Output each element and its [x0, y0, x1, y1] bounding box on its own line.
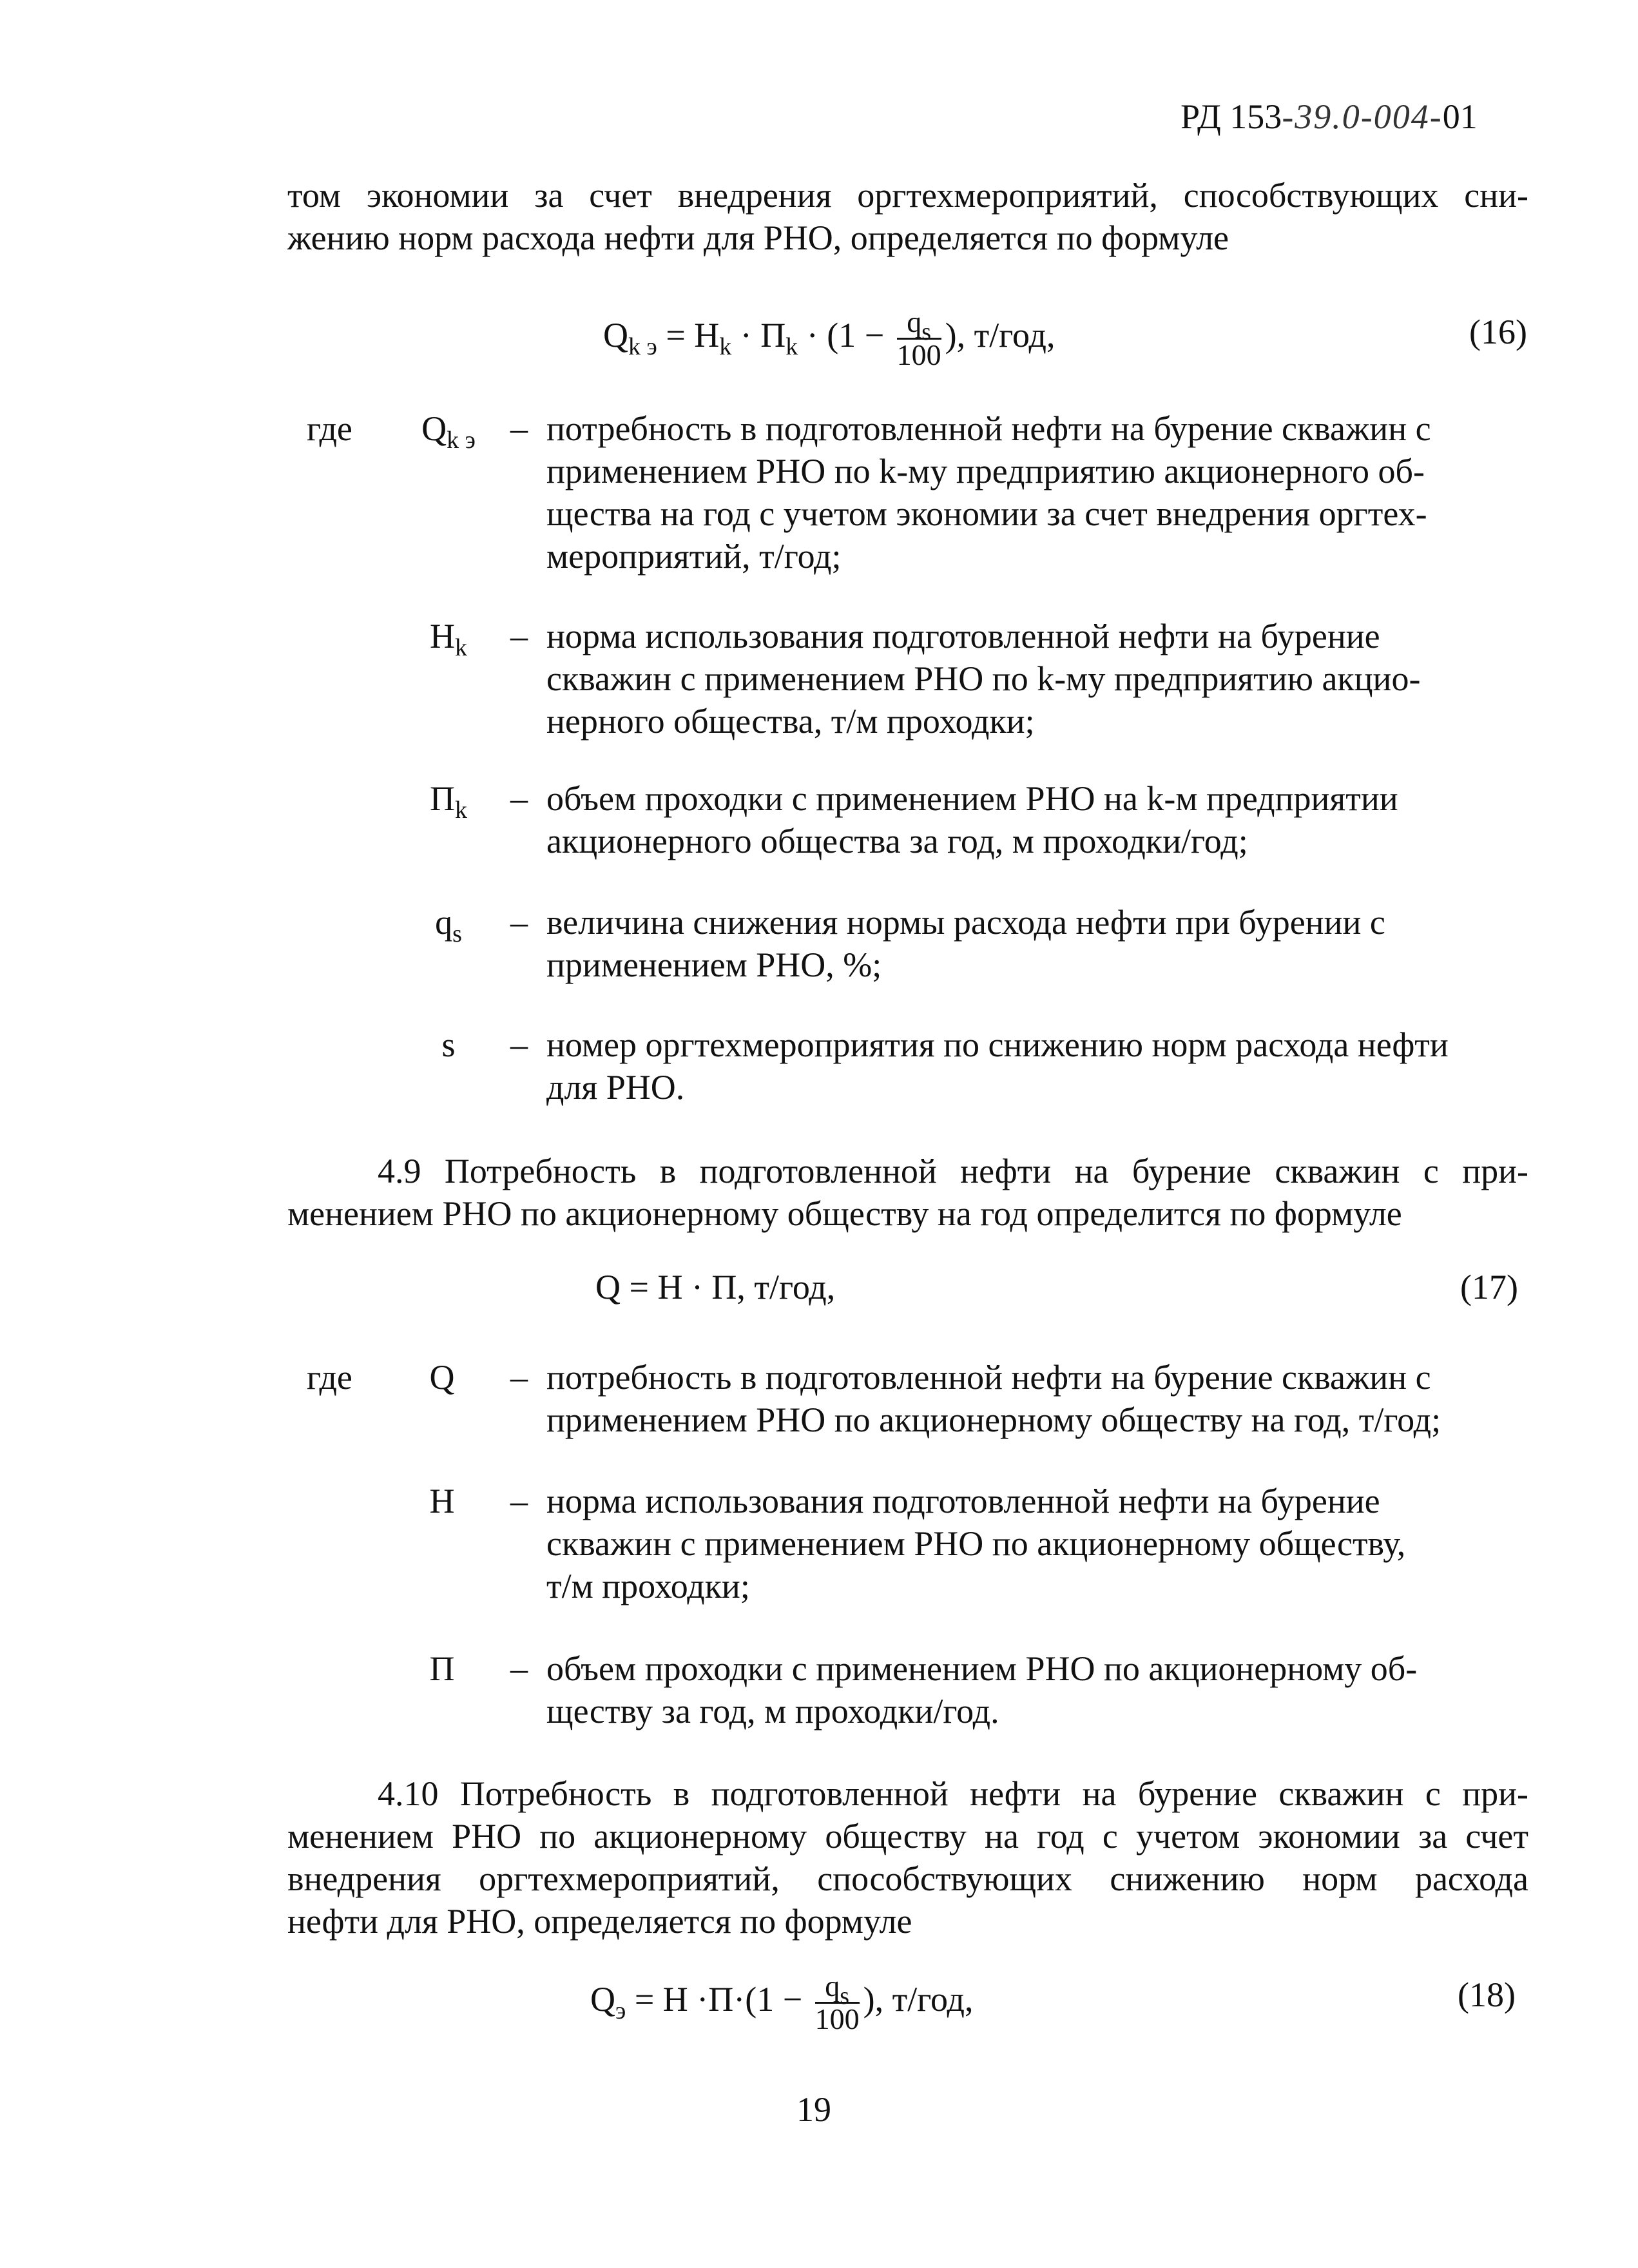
fraction: $\frac{q_s}{100}$: [896, 305, 941, 371]
dash: –: [510, 1482, 528, 1520]
symbol-Qk: $Q_{k э}$: [421, 409, 476, 454]
symbol-qs: $q_s$: [435, 903, 462, 947]
symbol-P: П: [429, 1649, 455, 1688]
equation-number-16: (16): [1469, 313, 1527, 351]
definition-Pk: объем проходки с применением РНО на k-м предприятии акционерного общества за год, м проходки/год;: [546, 779, 1398, 860]
symbol-Q: Q: [429, 1358, 455, 1397]
symbol-s: s: [441, 1025, 456, 1064]
header-code-handwritten: -39.0-004-: [1282, 97, 1443, 136]
dash: –: [510, 617, 528, 655]
page-number: 19: [796, 2090, 831, 2129]
header-suffix: 01: [1442, 97, 1478, 136]
dash: –: [510, 1025, 528, 1064]
paragraph-4-9: 4.9 Потребность в подготовленной нефти на бурение скважин с при- менением РНО по акционерному обществу на год определится по формуле: [287, 1152, 1528, 1233]
formula-17: Q = H · П, т/год,: [595, 1268, 836, 1306]
dash: –: [510, 779, 528, 818]
symbol-Hk: $H_k$: [430, 617, 467, 661]
header-prefix: РД 153: [1180, 97, 1282, 136]
definition-H: норма использования подготовленной нефти на бурение скважин с применением РНО по акционерному обществу, т/м проходки;: [546, 1482, 1406, 1605]
dash: –: [510, 1649, 528, 1688]
text-line: том экономии за счет внедрения оргтехмероприятий, способствующих сни-: [287, 176, 1528, 215]
dash: –: [510, 903, 528, 942]
where-label: где: [307, 409, 352, 448]
dash: –: [510, 409, 528, 448]
definition-P: объем проходки с применением РНО по акционерному об- ществу за год, м проходки/год.: [546, 1649, 1418, 1730]
symbol-Pk: $П_k$: [430, 779, 467, 824]
where-label: где: [307, 1358, 352, 1397]
definition-Q: потребность в подготовленной нефти на бурение скважин с применением РНО по акционерному обществу на год, т/год;: [546, 1358, 1441, 1439]
definition-Qk: потребность в подготовленной нефти на бурение скважин с применением РНО по k-му предприятию акционерного об- щества на год с учетом экономии за счет внедрения оргтех- мероприятий, т/год;: [546, 409, 1431, 576]
formula-16: $Q_{k э} = H_k \cdot П_k \cdot (1$ − $\frac{q_s}{100}$ ), т/год,: [603, 305, 1055, 371]
formula-18: $Q_э = H \cdot П\cdot(1$ − $\frac{q_s}{100}$ ), т/год,: [590, 1970, 974, 2035]
symbol-H: H: [429, 1482, 455, 1520]
paragraph-4-10: 4.10 Потребность в подготовленной нефти на бурение скважин с при- менением РНО по акционерному обществу на год с учетом экономии за счет внедрения оргтехмероприятий, способствующих снижению норм расхода нефти для РНО, определяется по формуле: [287, 1774, 1528, 1941]
document-code-header: [1180, 95, 1478, 138]
text-line: жению норм расхода нефти для РНО, определяется по формуле: [287, 218, 1229, 257]
equation-number-17: (17): [1460, 1268, 1518, 1306]
definition-qs: величина снижения нормы расхода нефти при бурении с применением РНО, %;: [546, 903, 1385, 984]
definition-s: номер оргтехмероприятия по снижению норм расхода нефти для РНО.: [546, 1025, 1449, 1107]
definition-Hk: норма использования подготовленной нефти на бурение скважин с применением РНО по k-му предприятию акцио- нерного общества, т/м проходки;: [546, 617, 1421, 741]
intro-paragraph: [287, 174, 1528, 259]
fraction: $\frac{q_s}{100}$: [814, 1970, 860, 2035]
dash: –: [510, 1358, 528, 1397]
equation-number-18: (18): [1458, 1975, 1516, 2014]
